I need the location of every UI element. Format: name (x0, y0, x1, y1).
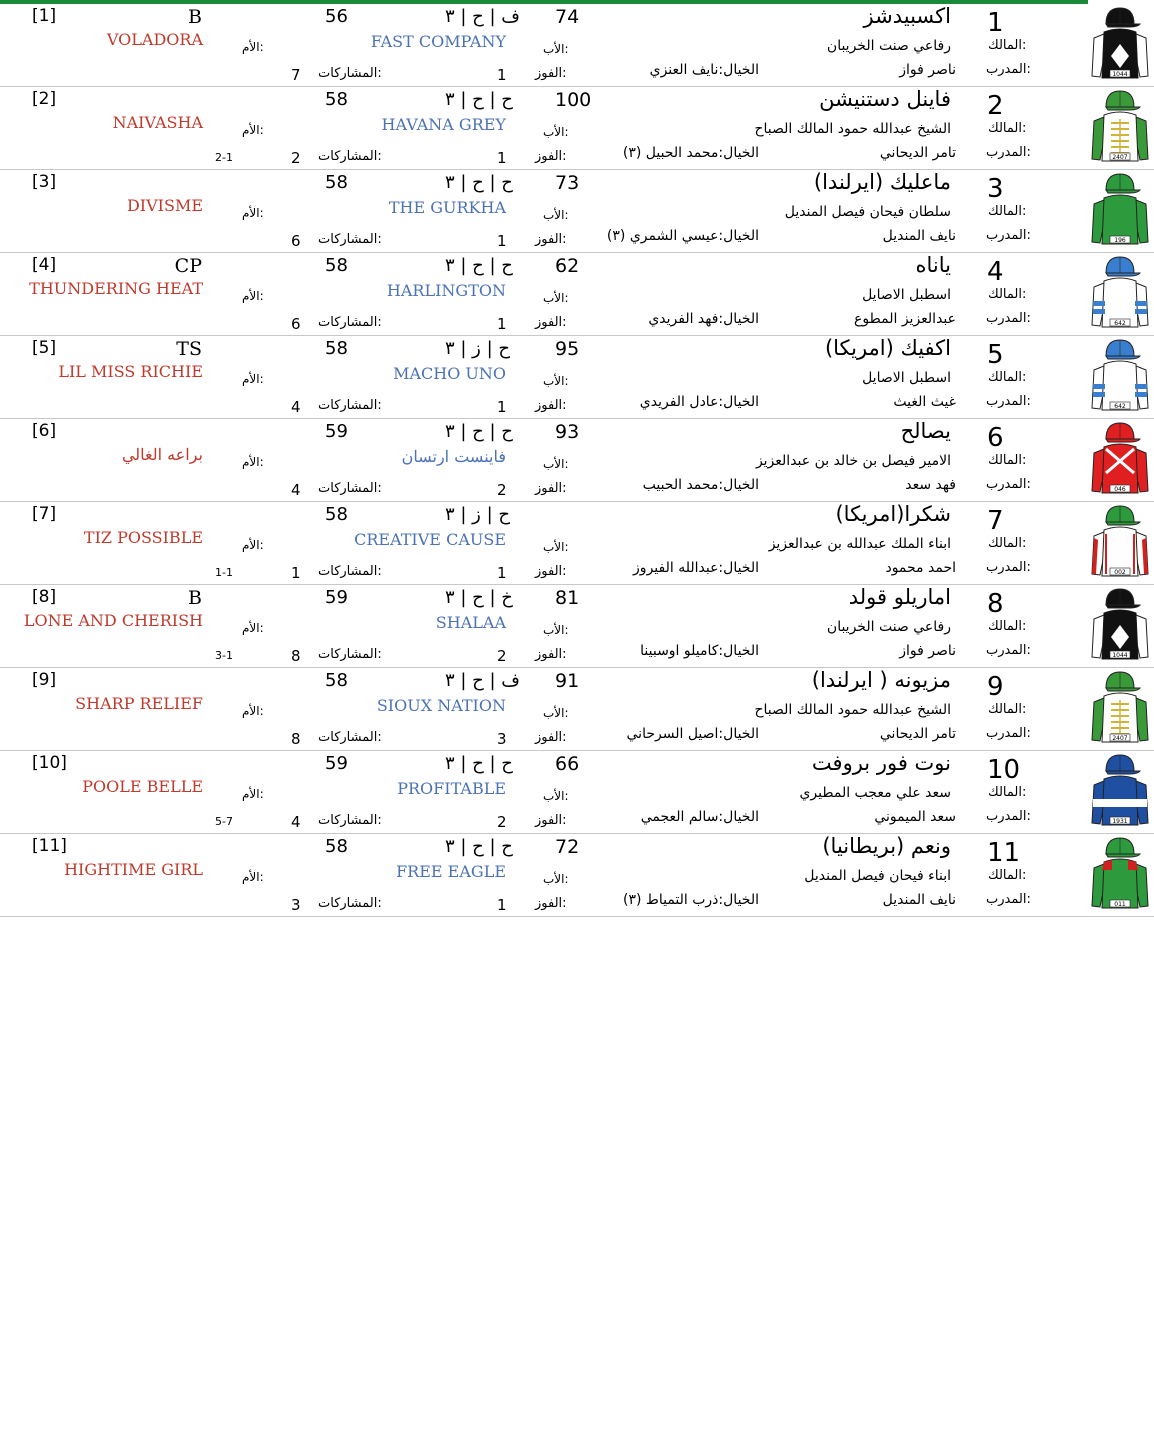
starts-value: 7 (291, 66, 301, 84)
weight: 58 (325, 836, 348, 857)
wins-value: 2 (497, 481, 507, 499)
wins-label: الفوز: (535, 232, 567, 247)
starts-label: المشاركات: (318, 398, 382, 413)
draw-position: [7] (32, 504, 57, 524)
starts-label: المشاركات: (318, 647, 382, 662)
sire-name: MACHO UNO (393, 364, 506, 383)
gender-age: ح | ز | ٣ (445, 504, 510, 525)
dam-name: SHARP RELIEF (75, 694, 203, 713)
wins-label: الفوز: (535, 315, 567, 330)
horse-name[interactable]: ماعليك (ايرلندا) (813, 170, 951, 194)
owner-name: الشيخ عبدالله حمود المالك الصباح (754, 121, 951, 137)
wins-label: الفوز: (535, 481, 567, 496)
jockey-name: الخيال:محمد الحبيل (٣) (622, 145, 759, 161)
recent-form: 5-7 (215, 815, 233, 828)
jockey-name: الخيال:ذرب التمياط (٣) (622, 892, 759, 908)
dam-label: الأم: (242, 538, 264, 552)
starts-value: 6 (291, 315, 301, 333)
wins-label: الفوز: (535, 647, 567, 662)
equipment-code: CP (174, 255, 202, 277)
starts-value: 6 (291, 232, 301, 250)
wins-value: 1 (497, 896, 507, 914)
weight: 59 (325, 753, 348, 774)
weight: 58 (325, 338, 348, 359)
runner-row-7[interactable] (0, 502, 1154, 585)
runner-row-8[interactable] (0, 585, 1154, 668)
svg-text:1044: 1044 (1112, 71, 1128, 78)
sire-name: SIOUX NATION (376, 696, 506, 715)
equipment-code: B (188, 587, 202, 609)
owner-label: المالك: (988, 204, 1027, 219)
sire-label: الأب: (543, 125, 569, 139)
svg-text:046: 046 (1114, 486, 1126, 493)
recent-form: 1-1 (215, 566, 233, 579)
jockey-name: الخيال:عبدالله الفيروز (633, 560, 759, 576)
wins-label: الفوز: (535, 149, 567, 164)
wins-value: 1 (497, 66, 507, 84)
owner-name: ابناء الملك عبدالله بن عبدالعزيز (768, 536, 951, 552)
dam-label: الأم: (242, 787, 264, 801)
saddle-number: 7 (987, 506, 1004, 536)
starts-label: المشاركات: (318, 564, 382, 579)
horse-name[interactable]: ونعم (بريطانيا) (822, 834, 951, 858)
owner-label: المالك: (988, 702, 1027, 717)
sire-label: الأب: (543, 374, 569, 388)
wins-label: الفوز: (535, 813, 567, 828)
starts-label: المشاركات: (318, 66, 382, 81)
saddle-number: 4 (987, 257, 1004, 287)
runner-row-11[interactable] (0, 834, 1154, 917)
trainer-label: المدرب: (986, 560, 1031, 575)
horse-name[interactable]: اكفيك (امريكا) (824, 336, 951, 360)
wins-value: 1 (497, 149, 507, 167)
saddle-number: 8 (987, 589, 1004, 619)
wins-label: الفوز: (535, 66, 567, 81)
owner-name: سلطان فيحان فيصل المنديل (784, 204, 951, 220)
starts-label: المشاركات: (318, 730, 382, 745)
runner-row-9[interactable] (0, 668, 1154, 751)
horse-name[interactable]: شكرا(امريكا) (835, 502, 951, 526)
wins-value: 1 (497, 315, 507, 333)
saddle-number: 6 (987, 423, 1004, 453)
dam-label: الأم: (242, 289, 264, 303)
jockey-silks-icon (1090, 502, 1150, 580)
sire-name: FAST COMPANY (370, 32, 506, 51)
starts-value: 8 (291, 730, 301, 748)
svg-text:1931: 1931 (1112, 818, 1128, 825)
svg-text:642: 642 (1114, 403, 1126, 410)
runners-list (0, 4, 1154, 917)
sire-name: PROFITABLE (397, 779, 506, 798)
saddle-number: 11 (987, 838, 1021, 868)
rating-value: 62 (555, 255, 580, 277)
starts-label: المشاركات: (318, 896, 382, 911)
starts-label: المشاركات: (318, 813, 382, 828)
equipment-code: B (188, 6, 202, 28)
trainer-label: المدرب: (986, 394, 1031, 409)
jockey-silks-icon (1090, 4, 1150, 82)
gender-age: ح | ح | ٣ (445, 89, 513, 110)
owner-label: المالك: (988, 370, 1027, 385)
svg-text:2407: 2407 (1112, 154, 1128, 161)
dam-name: NAIVASHA (112, 113, 203, 132)
owner-name: ابناء فيحان فيصل المنديل (804, 868, 951, 884)
draw-position: [1] (32, 6, 57, 26)
trainer-label: المدرب: (986, 892, 1031, 907)
rating-value: 73 (555, 172, 580, 194)
sire-name: فاينست ارتسان (401, 447, 506, 466)
owner-name: الامير فيصل بن خالد بن عبدالعزيز (755, 453, 951, 469)
dam-name: براعه الغالي (121, 445, 203, 464)
saddle-number: 5 (987, 340, 1004, 370)
starts-label: المشاركات: (318, 315, 382, 330)
dam-label: الأم: (242, 621, 264, 635)
sire-label: الأب: (543, 623, 569, 637)
wins-value: 3 (497, 730, 507, 748)
svg-text:011: 011 (1114, 901, 1126, 908)
horse-name[interactable]: اماريلو قولد (848, 585, 951, 609)
gender-age: ح | ح | ٣ (445, 255, 513, 276)
gender-age: ح | ح | ٣ (445, 421, 513, 442)
dam-name: LIL MISS RICHIE (58, 362, 203, 381)
jockey-silks-icon (1090, 668, 1150, 746)
rating-value: 66 (555, 753, 580, 775)
wins-value: 2 (497, 813, 507, 831)
dam-name: THUNDERING HEAT (29, 279, 203, 298)
sire-name: CREATIVE CAUSE (354, 530, 506, 549)
owner-name: الشيخ عبدالله حمود المالك الصباح (754, 702, 951, 718)
saddle-number: 1 (987, 8, 1004, 38)
draw-position: [10] (32, 753, 67, 773)
wins-value: 1 (497, 564, 507, 582)
recent-form: 3-1 (215, 649, 233, 662)
svg-text:002: 002 (1114, 569, 1126, 576)
horse-name[interactable]: فاينل دستنيشن (819, 87, 951, 111)
starts-value: 8 (291, 647, 301, 665)
starts-value: 4 (291, 813, 301, 831)
svg-text:196: 196 (1114, 237, 1126, 244)
rating-value: 100 (555, 89, 592, 111)
trainer-label: المدرب: (986, 145, 1031, 160)
trainer-name: فهد سعد (905, 477, 956, 493)
draw-position: [4] (32, 255, 57, 275)
owner-name: اسطبل الاصايل (862, 287, 951, 303)
runner-row-6[interactable] (0, 419, 1154, 502)
saddle-number: 10 (987, 755, 1021, 785)
horse-name[interactable]: يصالح (900, 419, 951, 443)
saddle-number: 9 (987, 672, 1004, 702)
rating-value: 91 (555, 670, 580, 692)
sire-label: الأب: (543, 872, 569, 886)
dam-name: LONE AND CHERISH (23, 611, 203, 630)
trainer-name: ناصر فواز (899, 643, 956, 659)
gender-age: ف | ح | ٣ (445, 670, 520, 691)
runner-row-2[interactable] (0, 87, 1154, 170)
jockey-silks-icon (1090, 751, 1150, 829)
trainer-name: سعد الميموني (874, 809, 956, 825)
starts-label: المشاركات: (318, 481, 382, 496)
trainer-label: المدرب: (986, 311, 1031, 326)
jockey-name: الخيال:كاميلو اوسبينا (640, 643, 759, 659)
jockey-name: الخيال:عادل الفريدي (639, 394, 759, 410)
runner-row-4[interactable] (0, 253, 1154, 336)
draw-position: [8] (32, 587, 57, 607)
gender-age: ح | ح | ٣ (445, 753, 513, 774)
trainer-label: المدرب: (986, 62, 1031, 77)
gender-age: ف | ح | ٣ (445, 6, 520, 27)
jockey-silks-icon (1090, 585, 1150, 663)
draw-position: [3] (32, 172, 57, 192)
jockey-silks-icon (1090, 87, 1150, 165)
trainer-name: نايف المنديل (882, 892, 956, 908)
wins-label: الفوز: (535, 730, 567, 745)
rating-value: 74 (555, 6, 580, 28)
starts-value: 4 (291, 481, 301, 499)
dam-label: الأم: (242, 372, 264, 386)
dam-name: HIGHTIME GIRL (64, 860, 203, 879)
owner-name: سعد علي معجب المطيري (799, 785, 951, 801)
owner-label: المالك: (988, 785, 1027, 800)
rating-value: 81 (555, 587, 580, 609)
trainer-label: المدرب: (986, 726, 1031, 741)
owner-label: المالك: (988, 536, 1027, 551)
jockey-silks-icon (1090, 170, 1150, 248)
runner-row-3[interactable] (0, 170, 1154, 253)
trainer-label: المدرب: (986, 643, 1031, 658)
svg-text:2407: 2407 (1112, 735, 1128, 742)
trainer-label: المدرب: (986, 228, 1031, 243)
horse-name[interactable]: اكسبيدشز (863, 4, 951, 28)
weight: 58 (325, 504, 348, 525)
dam-label: الأم: (242, 704, 264, 718)
jockey-silks-icon (1090, 336, 1150, 414)
jockey-name: الخيال:سالم العجمي (640, 809, 759, 825)
runner-row-5[interactable] (0, 336, 1154, 419)
dam-label: الأم: (242, 455, 264, 469)
jockey-name: الخيال:عيسي الشمري (٣) (606, 228, 759, 244)
owner-name: رفاعي صنت الخريبان (826, 38, 951, 54)
draw-position: [5] (32, 338, 57, 358)
horse-name[interactable]: ياناه (915, 253, 951, 277)
owner-label: المالك: (988, 287, 1027, 302)
sire-label: الأب: (543, 208, 569, 222)
rating-value: 72 (555, 836, 580, 858)
draw-position: [2] (32, 89, 57, 109)
trainer-name: احمد محمود (885, 560, 956, 576)
equipment-code: TS (176, 338, 202, 360)
starts-value: 4 (291, 398, 301, 416)
dam-label: الأم: (242, 40, 264, 54)
jockey-name: الخيال:فهد الفريدي (648, 311, 759, 327)
draw-position: [9] (32, 670, 57, 690)
draw-position: [11] (32, 836, 67, 856)
saddle-number: 3 (987, 174, 1004, 204)
owner-label: المالك: (988, 121, 1027, 136)
sire-name: HAVANA GREY (381, 115, 506, 134)
wins-label: الفوز: (535, 564, 567, 579)
dam-name: TIZ POSSIBLE (83, 528, 203, 547)
svg-text:1044: 1044 (1112, 652, 1128, 659)
starts-value: 3 (291, 896, 301, 914)
weight: 58 (325, 172, 348, 193)
weight: 59 (325, 421, 348, 442)
sire-label: الأب: (543, 540, 569, 554)
starts-value: 2 (291, 149, 301, 167)
gender-age: خ | ح | ٣ (445, 587, 513, 608)
trainer-name: عبدالعزيز المطوع (854, 311, 956, 327)
horse-name[interactable]: نوت فور بروفت (811, 751, 951, 775)
rating-value: 95 (555, 338, 580, 360)
dam-name: DIVISME (126, 196, 203, 215)
jockey-silks-icon (1090, 419, 1150, 497)
trainer-name: نايف المنديل (882, 228, 956, 244)
weight: 59 (325, 587, 348, 608)
svg-text:642: 642 (1114, 320, 1126, 327)
dam-label: الأم: (242, 206, 264, 220)
jockey-name: الخيال:محمد الحبيب (642, 477, 759, 493)
trainer-label: المدرب: (986, 477, 1031, 492)
starts-value: 1 (291, 564, 301, 582)
starts-label: المشاركات: (318, 149, 382, 164)
owner-label: المالك: (988, 38, 1027, 53)
owner-label: المالك: (988, 868, 1027, 883)
weight: 58 (325, 255, 348, 276)
starts-label: المشاركات: (318, 232, 382, 247)
owner-label: المالك: (988, 453, 1027, 468)
rating-value: 93 (555, 421, 580, 443)
jockey-name: الخيال:نايف العنزي (649, 62, 759, 78)
wins-value: 1 (497, 398, 507, 416)
recent-form: 2-1 (215, 151, 233, 164)
sire-name: THE GURKHA (388, 198, 506, 217)
weight: 58 (325, 670, 348, 691)
owner-name: رفاعي صنت الخريبان (826, 619, 951, 635)
runner-row-10[interactable] (0, 751, 1154, 834)
dam-name: VOLADORA (106, 30, 203, 49)
runner-row-1[interactable] (0, 4, 1154, 87)
jockey-silks-icon (1090, 834, 1150, 912)
trainer-name: غيث الغيث (893, 394, 956, 410)
sire-label: الأب: (543, 42, 569, 56)
owner-label: المالك: (988, 619, 1027, 634)
wins-value: 1 (497, 232, 507, 250)
draw-position: [6] (32, 421, 57, 441)
jockey-silks-icon (1090, 253, 1150, 331)
gender-age: ح | ز | ٣ (445, 338, 510, 359)
sire-label: الأب: (543, 789, 569, 803)
weight: 58 (325, 89, 348, 110)
wins-label: الفوز: (535, 896, 567, 911)
gender-age: ح | ح | ٣ (445, 836, 513, 857)
dam-label: الأم: (242, 870, 264, 884)
sire-name: FREE EAGLE (396, 862, 506, 881)
horse-name[interactable]: مزيونه ( ايرلندا) (811, 668, 951, 692)
trainer-name: ناصر فواز (899, 62, 956, 78)
sire-label: الأب: (543, 706, 569, 720)
trainer-name: تامر الديحاني (879, 145, 956, 161)
gender-age: ح | ح | ٣ (445, 172, 513, 193)
saddle-number: 2 (987, 91, 1004, 121)
dam-name: POOLE BELLE (82, 777, 203, 796)
sire-label: الأب: (543, 457, 569, 471)
wins-label: الفوز: (535, 398, 567, 413)
trainer-label: المدرب: (986, 809, 1031, 824)
sire-name: HARLINGTON (386, 281, 506, 300)
sire-label: الأب: (543, 291, 569, 305)
sire-name: SHALAA (435, 613, 506, 632)
wins-value: 2 (497, 647, 507, 665)
trainer-name: تامر الديحاني (879, 726, 956, 742)
weight: 56 (325, 6, 348, 27)
owner-name: اسطبل الاصايل (862, 370, 951, 386)
dam-label: الأم: (242, 123, 264, 137)
jockey-name: الخيال:اصيل السرحاني (626, 726, 759, 742)
